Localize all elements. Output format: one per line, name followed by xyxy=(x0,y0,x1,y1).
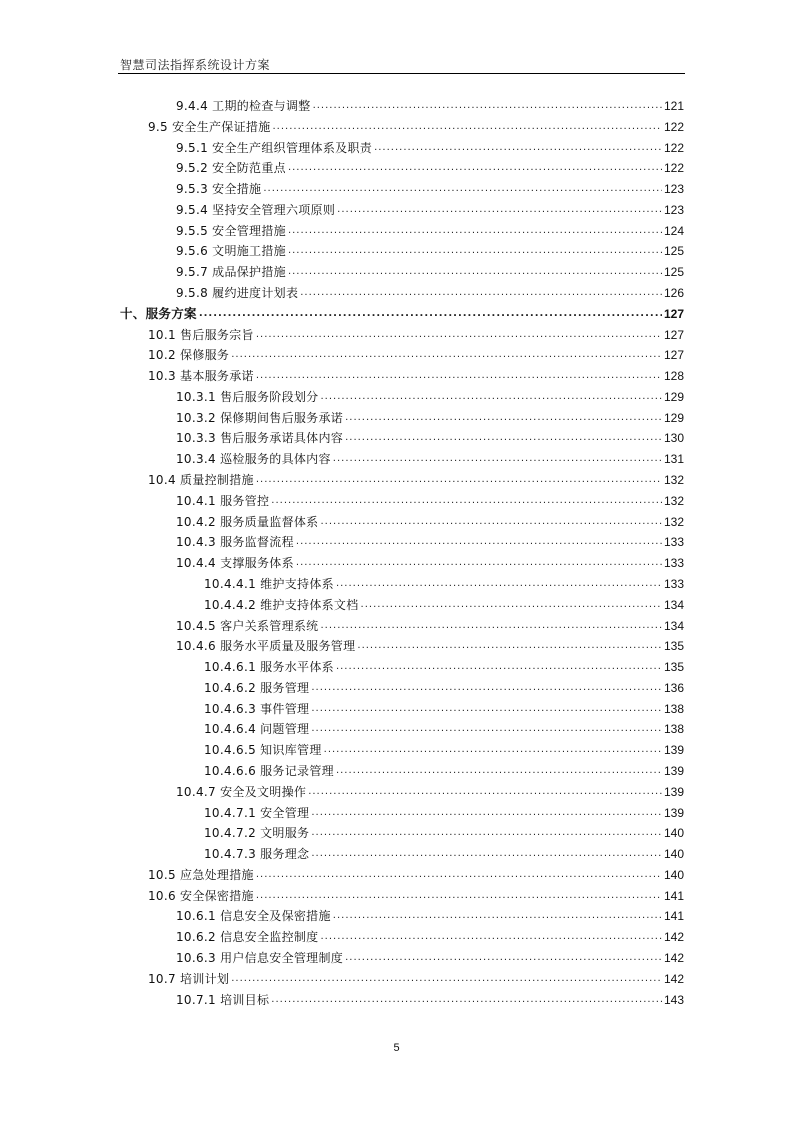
toc-entry[interactable] xyxy=(176,906,684,926)
toc-entry-label: 10.4.7.2 文明服务 xyxy=(204,826,310,841)
toc-dot-leader xyxy=(333,449,662,469)
toc-entry-label: 10.3.3 售后服务承诺具体内容 xyxy=(176,431,344,446)
toc-dot-leader xyxy=(288,241,662,261)
toc-entry[interactable] xyxy=(204,657,684,677)
toc-entry[interactable] xyxy=(176,387,684,407)
toc-entry-page: 134 xyxy=(663,597,684,612)
toc-entry-label: 10.4.4 支撑服务体系 xyxy=(176,556,294,571)
toc-entry-page: 142 xyxy=(663,971,684,986)
toc-entry-page: 132 xyxy=(663,493,684,508)
toc-entry-label: 9.4.4 工期的检查与调整 xyxy=(176,99,311,113)
toc-entry[interactable] xyxy=(148,470,684,490)
toc-dot-leader xyxy=(256,366,662,386)
toc-entry-label: 10.4 质量控制措施 xyxy=(148,473,254,488)
toc-entry-page: 133 xyxy=(663,576,684,591)
toc-entry-label: 10.6 安全保密措施 xyxy=(148,888,254,903)
toc-dot-leader xyxy=(311,699,662,719)
toc-entry-label: 9.5 安全生产保证措施 xyxy=(148,119,271,134)
toc-entry[interactable] xyxy=(148,969,684,989)
toc-entry-label: 10.2 保修服务 xyxy=(148,348,230,363)
toc-dot-leader xyxy=(320,387,661,407)
toc-entry[interactable] xyxy=(120,304,684,324)
toc-entry-label: 10.4.6.1 服务水平体系 xyxy=(204,660,334,675)
toc-entry-page: 138 xyxy=(663,722,684,737)
toc-entry[interactable] xyxy=(148,865,684,885)
toc-dot-leader xyxy=(300,283,662,303)
toc-entry-page: 140 xyxy=(663,867,684,882)
toc-entry-page: 142 xyxy=(663,950,684,965)
toc-entry-label: 10.3.1 售后服务阶段划分 xyxy=(176,389,319,404)
toc-entry-label: 10.5 应急处理措施 xyxy=(148,867,254,882)
toc-entry[interactable] xyxy=(176,96,684,116)
toc-entry-page: 139 xyxy=(663,743,684,758)
toc-entry[interactable] xyxy=(176,262,684,282)
toc-dot-leader xyxy=(231,345,662,365)
toc-entry-label: 10.4.6.5 知识库管理 xyxy=(204,743,322,758)
toc-entry-label: 10.4.4.2 维护支持体系文档 xyxy=(204,597,359,612)
toc-entry[interactable] xyxy=(204,699,684,719)
toc-dot-leader xyxy=(296,553,662,573)
toc-entry-page: 133 xyxy=(663,535,684,550)
toc-entry-page: 139 xyxy=(663,805,684,820)
toc-entry-label: 10.4.6.4 问题管理 xyxy=(204,722,310,737)
toc-entry[interactable] xyxy=(204,823,684,843)
toc-dot-leader xyxy=(288,221,662,241)
toc-dot-leader xyxy=(313,96,662,116)
toc-entry-label: 10.6.3 用户信息安全管理制度 xyxy=(176,950,344,965)
toc-entry-page: 123 xyxy=(663,202,684,217)
toc-dot-leader xyxy=(311,823,662,843)
toc-dot-leader xyxy=(273,117,662,137)
toc-dot-leader xyxy=(288,262,662,282)
toc-dot-leader xyxy=(256,865,662,885)
toc-entry[interactable] xyxy=(176,200,684,220)
toc-entry[interactable] xyxy=(176,616,684,636)
toc-entry-label: 10.4.5 客户关系管理系统 xyxy=(176,618,319,633)
toc-dot-leader xyxy=(333,906,662,926)
toc-entry[interactable] xyxy=(148,325,684,345)
toc-dot-leader xyxy=(263,179,662,199)
toc-entry[interactable] xyxy=(176,491,684,511)
toc-entry-label: 10.4.4.1 维护支持体系 xyxy=(204,576,334,591)
toc-entry[interactable] xyxy=(176,990,684,1010)
toc-entry-page: 130 xyxy=(663,431,684,446)
toc-entry[interactable] xyxy=(176,179,684,199)
toc-entry-page: 138 xyxy=(663,701,684,716)
toc-entry-page: 132 xyxy=(663,514,684,529)
toc-entry-page: 126 xyxy=(663,286,684,301)
toc-entry-label: 9.5.4 坚持安全管理六项原则 xyxy=(176,202,336,217)
toc-entry[interactable] xyxy=(204,740,684,760)
toc-entry[interactable] xyxy=(176,553,684,573)
toc-entry-page: 142 xyxy=(663,930,684,945)
toc-entry-page: 135 xyxy=(663,639,684,654)
toc-entry-label: 10.7.1 培训目标 xyxy=(176,992,270,1007)
toc-entry[interactable] xyxy=(176,158,684,178)
toc-entry-label: 9.5.7 成品保护措施 xyxy=(176,265,286,280)
toc-dot-leader xyxy=(311,844,662,864)
toc-dot-leader xyxy=(231,969,662,989)
toc-entry[interactable] xyxy=(176,408,684,428)
toc-dot-leader xyxy=(288,158,662,178)
toc-entry[interactable] xyxy=(176,948,684,968)
toc-entry-label: 10.7 培训计划 xyxy=(148,971,230,986)
toc-entry-page: 127 xyxy=(663,306,684,321)
page-number: 5 xyxy=(393,1042,400,1054)
toc-entry[interactable] xyxy=(204,803,684,823)
toc-dot-leader xyxy=(271,990,662,1010)
toc-dot-leader xyxy=(361,595,662,615)
toc-dot-leader xyxy=(311,719,662,739)
toc-dot-leader xyxy=(320,512,661,532)
toc-entry-page: 131 xyxy=(663,452,684,467)
toc-entry[interactable] xyxy=(176,927,684,947)
toc-entry[interactable] xyxy=(176,532,684,552)
toc-entry-label: 10.6.2 信息安全监控制度 xyxy=(176,930,319,945)
toc-dot-leader xyxy=(336,574,662,594)
toc-entry-label: 10.3.4 巡检服务的具体内容 xyxy=(176,452,331,467)
toc-entry-page: 123 xyxy=(663,182,684,197)
toc-entry-page: 127 xyxy=(663,327,684,342)
toc-entry[interactable] xyxy=(176,782,684,802)
toc-entry-page: 141 xyxy=(663,909,684,924)
toc-entry[interactable] xyxy=(148,366,684,386)
toc-entry-page: 121 xyxy=(663,99,684,113)
toc-entry[interactable] xyxy=(204,761,684,781)
toc-dot-leader xyxy=(256,325,662,345)
toc-entry[interactable] xyxy=(148,345,684,365)
toc-dot-leader xyxy=(320,927,661,947)
toc-entry-label: 十、服务方案 xyxy=(120,305,197,321)
toc-entry-label: 10.4.2 服务质量监督体系 xyxy=(176,514,319,529)
header-divider xyxy=(118,73,685,74)
toc-entry[interactable] xyxy=(176,283,684,303)
toc-dot-leader xyxy=(256,886,662,906)
toc-entry[interactable] xyxy=(204,678,684,698)
toc-entry-page: 136 xyxy=(663,680,684,695)
toc-dot-leader xyxy=(337,200,662,220)
toc-entry-label: 10.4.6 服务水平质量及服务管理 xyxy=(176,639,356,654)
toc-entry-label: 9.5.5 安全管理措施 xyxy=(176,223,286,238)
toc-entry[interactable] xyxy=(204,595,684,615)
toc-entry-page: 140 xyxy=(663,826,684,841)
toc-dot-leader xyxy=(256,470,662,490)
toc-dot-leader xyxy=(324,740,662,760)
toc-entry[interactable] xyxy=(148,886,684,906)
toc-entry[interactable] xyxy=(148,117,684,137)
toc-entry-label: 9.5.1 安全生产组织管理体系及职责 xyxy=(176,140,373,155)
toc-entry-page: 134 xyxy=(663,618,684,633)
toc-entry[interactable] xyxy=(176,138,684,158)
toc-entry[interactable] xyxy=(204,844,684,864)
toc-dot-leader xyxy=(308,782,662,802)
toc-entry[interactable] xyxy=(176,428,684,448)
document-header: 智慧司法指挥系统设计方案 xyxy=(120,58,271,72)
toc-entry-label: 10.4.7.3 服务理念 xyxy=(204,847,310,862)
toc-dot-leader xyxy=(357,636,662,656)
toc-dot-leader xyxy=(311,678,662,698)
toc-entry-label: 9.5.8 履约进度计划表 xyxy=(176,286,299,301)
toc-entry-label: 10.3.2 保修期间售后服务承诺 xyxy=(176,410,344,425)
toc-entry-label: 10.4.7 安全及文明操作 xyxy=(176,784,307,799)
toc-entry-label: 9.5.6 文明施工措施 xyxy=(176,244,286,259)
toc-entry-page: 122 xyxy=(663,161,684,176)
toc-entry-label: 10.3 基本服务承诺 xyxy=(148,369,254,384)
toc-entry-page: 140 xyxy=(663,847,684,862)
toc-entry-label: 10.4.7.1 安全管理 xyxy=(204,805,310,820)
toc-entry-label: 10.6.1 信息安全及保密措施 xyxy=(176,909,331,924)
toc-entry-page: 132 xyxy=(663,473,684,488)
toc-entry[interactable] xyxy=(176,449,684,469)
toc-entry-page: 129 xyxy=(663,389,684,404)
toc-dot-leader xyxy=(345,408,662,428)
toc-entry-page: 135 xyxy=(663,660,684,675)
toc-dot-leader xyxy=(271,491,662,511)
toc-entry-page: 139 xyxy=(663,784,684,799)
toc-entry[interactable] xyxy=(176,241,684,261)
toc-dot-leader xyxy=(374,138,662,158)
toc-entry-label: 10.4.6.6 服务记录管理 xyxy=(204,763,334,778)
toc-entry-page: 122 xyxy=(663,119,684,134)
toc-dot-leader xyxy=(320,616,661,636)
toc-entry-page: 139 xyxy=(663,763,684,778)
toc-dot-leader xyxy=(296,532,662,552)
toc-entry-label: 9.5.2 安全防范重点 xyxy=(176,161,286,176)
toc-dot-leader xyxy=(345,428,662,448)
toc-entry-page: 141 xyxy=(663,888,684,903)
toc-dot-leader xyxy=(336,761,662,781)
toc-dot-leader xyxy=(199,304,662,324)
toc-entry-label: 10.4.6.2 服务管理 xyxy=(204,680,310,695)
toc-entry[interactable] xyxy=(176,512,684,532)
toc-entry-page: 127 xyxy=(663,348,684,363)
toc-dot-leader xyxy=(336,657,662,677)
toc-entry[interactable] xyxy=(204,574,684,594)
toc-entry-label: 9.5.3 安全措施 xyxy=(176,182,262,197)
toc-dot-leader xyxy=(345,948,662,968)
toc-entry-label: 10.4.1 服务管控 xyxy=(176,493,270,508)
toc-entry-page: 125 xyxy=(663,244,684,259)
toc-entry[interactable] xyxy=(204,719,684,739)
toc-entry-page: 128 xyxy=(663,369,684,384)
toc-entry-page: 122 xyxy=(663,140,684,155)
toc-entry-label: 10.4.3 服务监督流程 xyxy=(176,535,294,550)
toc-entry-page: 124 xyxy=(663,223,684,238)
toc-entry-page: 125 xyxy=(663,265,684,280)
toc-entry[interactable] xyxy=(176,636,684,656)
toc-dot-leader xyxy=(311,803,662,823)
toc-entry-label: 10.4.6.3 事件管理 xyxy=(204,701,310,716)
toc-entry-page: 129 xyxy=(663,410,684,425)
toc-entry-label: 10.1 售后服务宗旨 xyxy=(148,327,254,342)
toc-entry-page: 133 xyxy=(663,556,684,571)
toc-entry[interactable] xyxy=(176,221,684,241)
toc-entry-page: 143 xyxy=(663,992,684,1007)
